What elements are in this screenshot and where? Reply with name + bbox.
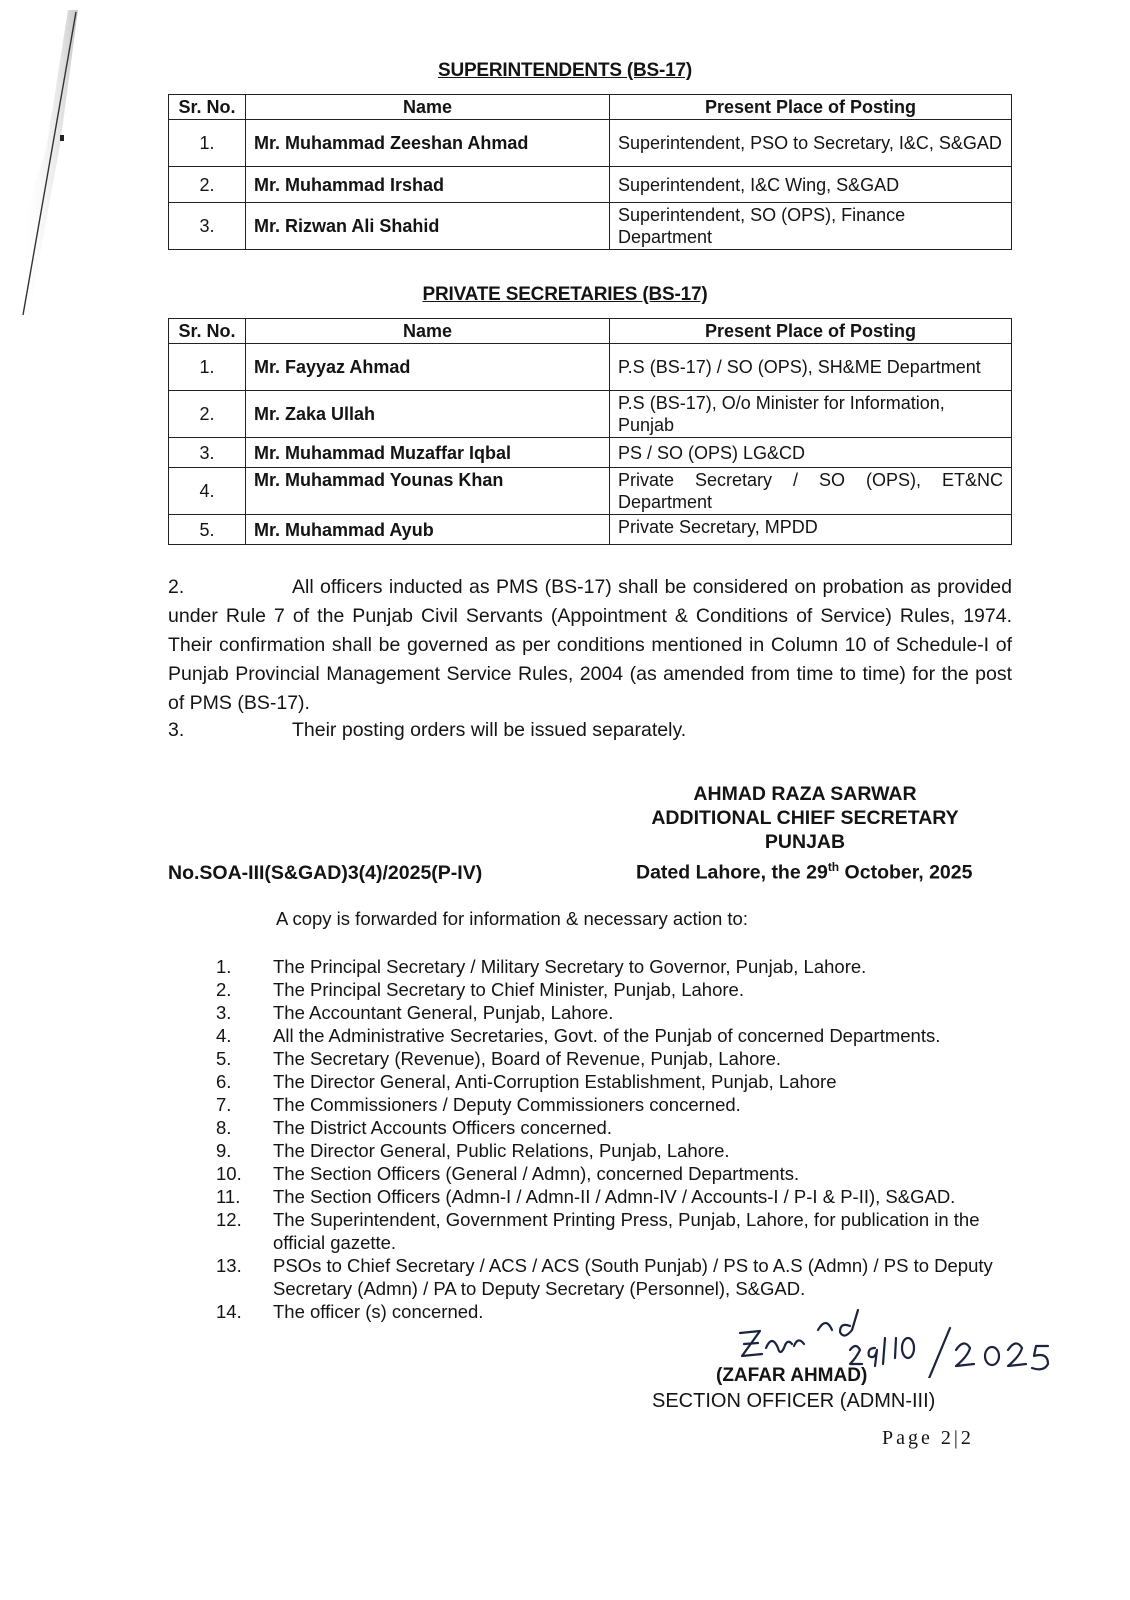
item-text: The Section Officers (General / Admn), concerned Departments.	[273, 1163, 800, 1184]
item-number: 14.	[216, 1301, 242, 1322]
item-number: 12.	[216, 1209, 242, 1230]
item-number: 4.	[216, 1025, 232, 1046]
list-item	[213, 1208, 1003, 1254]
list-item	[213, 1116, 1003, 1139]
list-item	[213, 1162, 1003, 1185]
dated-ordinal: th	[827, 860, 840, 874]
item-number: 2.	[216, 979, 232, 1000]
item-text: The Commissioners / Deputy Commissioners concerned.	[273, 1094, 741, 1115]
paragraph-text: Their posting orders will be issued separately.	[292, 719, 687, 741]
item-text: The officer (s) concerned.	[273, 1301, 484, 1322]
item-number: 9.	[216, 1140, 232, 1161]
item-text: The Accountant General, Punjab, Lahore.	[273, 1002, 614, 1023]
sr-no: 5.	[169, 515, 246, 545]
sr-no: 2.	[169, 391, 246, 438]
paragraph-text: All officers inducted as PMS (BS-17) shall be considered on probation as provided under Rule 7 of the Punjab Civil Servants (Appointment & Conditions of Service) Rules, 1974. Their confirmation shall be governed as per conditions mentioned in Column 10 of Schedule-I of Punjab Provincial Management Service Rules, 2004 (as amended from time to time) for the post of PMS (BS-17).	[168, 576, 1012, 714]
posting: P.S (BS-17), O/o Minister for Information, Punjab	[610, 391, 1012, 438]
officer-name: Mr. Zaka Ullah	[246, 391, 610, 438]
posting: Private Secretary / SO (OPS), ET&NC Department	[610, 468, 1012, 515]
table-header-row	[169, 95, 1012, 120]
private-secretaries-heading: PRIVATE SECRETARIES (BS-17)	[422, 284, 708, 305]
item-text: The Principal Secretary to Chief Minister, Punjab, Lahore.	[273, 979, 744, 1000]
posting: Private Secretary, MPDD	[610, 515, 1012, 545]
posting: Superintendent, SO (OPS), Finance Department	[610, 203, 1012, 250]
item-number: 3.	[216, 1002, 232, 1023]
item-number: 7.	[216, 1094, 232, 1115]
item-text: The Director General, Anti-Corruption Establishment, Punjab, Lahore	[273, 1071, 837, 1092]
item-text: The Principal Secretary / Military Secretary to Governor, Punjab, Lahore.	[273, 956, 867, 977]
item-text: The District Accounts Officers concerned.	[273, 1117, 612, 1138]
posting: Superintendent, I&C Wing, S&GAD	[610, 167, 1012, 203]
superintendents-table	[168, 94, 1012, 250]
table-row	[169, 468, 1012, 515]
list-item	[213, 1139, 1003, 1162]
table-row	[169, 167, 1012, 203]
section-officer-name: (ZAFAR AHMAD)	[716, 1365, 868, 1386]
officer-name: Mr. Fayyaz Ahmad	[246, 344, 610, 391]
paragraph-2	[168, 573, 1012, 718]
item-number: 13.	[216, 1255, 242, 1276]
signatory-block	[630, 782, 980, 854]
private-secretaries-table	[168, 318, 1012, 545]
header-posting: Present Place of Posting	[610, 319, 1012, 344]
table-row	[169, 203, 1012, 250]
list-item	[213, 1093, 1003, 1116]
paragraph-number: 2.	[168, 576, 185, 598]
item-text: All the Administrative Secretaries, Govt. of the Punjab of concerned Departments.	[273, 1025, 941, 1046]
sr-no: 1.	[169, 120, 246, 167]
item-number: 6.	[216, 1071, 232, 1092]
page-edge-shadow	[18, 10, 88, 330]
posting: Superintendent, PSO to Secretary, I&C, S&GAD	[610, 120, 1012, 167]
sr-no: 4.	[169, 468, 246, 515]
list-item	[213, 1047, 1003, 1070]
signatory-name: AHMAD RAZA SARWAR	[693, 783, 917, 805]
officer-name: Mr. Muhammad Zeeshan Ahmad	[246, 120, 610, 167]
sr-no: 3.	[169, 203, 246, 250]
posting: PS / SO (OPS) LG&CD	[610, 438, 1012, 468]
signatory-designation: ADDITIONAL CHIEF SECRETARY	[651, 807, 959, 829]
officer-name: Mr. Muhammad Muzaffar Iqbal	[246, 438, 610, 468]
copy-forwarded-intro: A copy is forwarded for information & necessary action to:	[276, 908, 748, 929]
superintendents-heading: SUPERINTENDENTS (BS-17)	[437, 60, 693, 81]
list-item	[213, 1070, 1003, 1093]
item-text: The Section Officers (Admn-I / Admn-II / Admn-IV / Accounts-I / P-I & P-II), S&GAD.	[273, 1186, 956, 1207]
table-row	[169, 344, 1012, 391]
list-item	[213, 1185, 1003, 1208]
header-posting: Present Place of Posting	[610, 95, 1012, 120]
page-number: Page 2|2	[882, 1427, 974, 1449]
dated-rest: October, 2025	[839, 861, 973, 884]
sr-no: 3.	[169, 438, 246, 468]
header-sr-no: Sr. No.	[169, 95, 246, 120]
table-row	[169, 120, 1012, 167]
officer-name: Mr. Muhammad Younas Khan	[246, 468, 610, 515]
header-name: Name	[246, 95, 610, 120]
header-name: Name	[246, 319, 610, 344]
table-row	[169, 515, 1012, 545]
header-sr-no: Sr. No.	[169, 319, 246, 344]
item-number: 11.	[216, 1186, 241, 1207]
item-text: The Secretary (Revenue), Board of Revenue, Punjab, Lahore.	[273, 1048, 782, 1069]
list-item	[213, 1024, 1003, 1047]
dated-line	[636, 860, 972, 885]
item-text: PSOs to Chief Secretary / ACS / ACS (South Punjab) / PS to A.S (Admn) / PS to Deputy Secretary (Admn) / PA to Deputy Secretary (Personnel), S&GAD.	[273, 1255, 993, 1299]
distribution-list	[213, 955, 1003, 1323]
dated-prefix: Dated Lahore, the 29	[636, 861, 828, 884]
paragraph-number: 3.	[168, 719, 185, 741]
signatory-province: PUNJAB	[764, 831, 846, 853]
paragraph-3	[168, 716, 1012, 745]
sr-no: 1.	[169, 344, 246, 391]
posting: P.S (BS-17) / SO (OPS), SH&ME Department	[610, 344, 1012, 391]
item-number: 10.	[216, 1163, 242, 1184]
item-text: The Director General, Public Relations, Punjab, Lahore.	[273, 1140, 730, 1161]
officer-name: Mr. Rizwan Ali Shahid	[246, 203, 610, 250]
officer-name: Mr. Muhammad Ayub	[246, 515, 610, 545]
list-item	[213, 955, 1003, 978]
table-row	[169, 438, 1012, 468]
reference-number: No.SOA-III(S&GAD)3(4)/2025(P-IV)	[168, 862, 483, 884]
list-item	[213, 1001, 1003, 1024]
table-header-row	[169, 319, 1012, 344]
item-text: The Superintendent, Government Printing Press, Punjab, Lahore, for publication in the official gazette.	[273, 1209, 980, 1253]
sr-no: 2.	[169, 167, 246, 203]
list-item	[213, 978, 1003, 1001]
list-item	[213, 1254, 1003, 1300]
item-number: 8.	[216, 1117, 232, 1138]
officer-name: Mr. Muhammad Irshad	[246, 167, 610, 203]
item-number: 5.	[216, 1048, 232, 1069]
section-officer-title: SECTION OFFICER (ADMN-III)	[652, 1390, 936, 1412]
item-number: 1.	[216, 956, 232, 977]
table-row	[169, 391, 1012, 438]
